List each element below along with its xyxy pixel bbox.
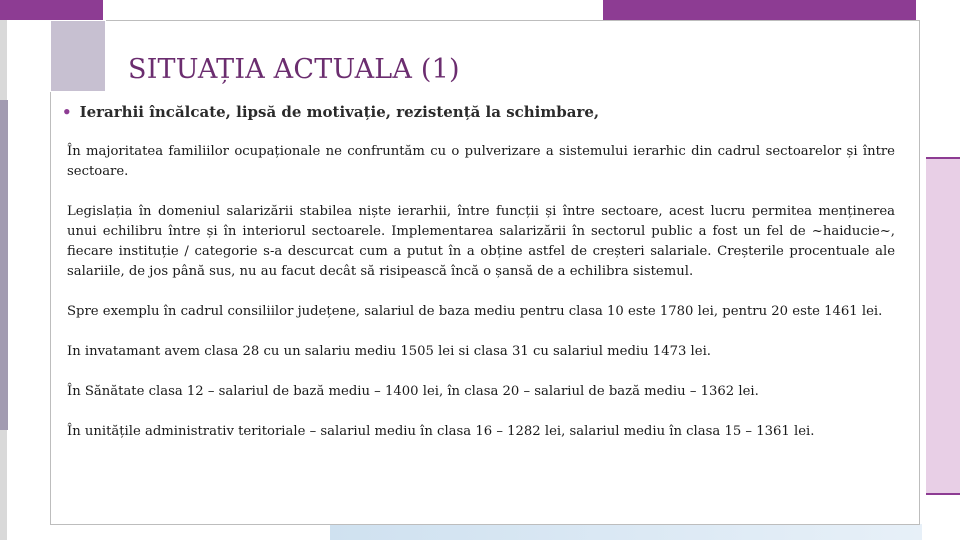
bullet-icon: • <box>62 103 72 121</box>
slide-body <box>67 142 895 442</box>
bullet-heading <box>62 103 599 121</box>
right-side-accent-panel <box>926 157 960 495</box>
bottom-accent-bar <box>330 524 922 540</box>
left-purple-strip <box>0 100 8 430</box>
bullet-text: Ierarhii încălcate, lipsă de motivație, rezistență la schimbare, <box>79 103 600 121</box>
paragraph-2: Legislația în domeniul salarizării stabilea niște ierarhii, între funcții și între sectoare, acest lucru permitea menținerea unui echilibru între și în interiorul sectoarele. Implementarea salarizării în sectorul public a fost un fel de ~haiducie~, fiecare instituție / categorie s-a descurcat cum a putut în a obține astfel de creșteri salariale. Creșterile procentuale ale salariile, de jos până sus, nu au facut decât să risipească încă o șansă de a echilibra sistemul. <box>67 204 895 279</box>
slide-title: SITUAȚIA ACTUALA (1) <box>128 54 460 85</box>
top-right-accent-bar <box>603 0 916 20</box>
paragraph-6: În unitățile administrativ teritoriale – salariul mediu în clasa 16 – 1282 lei, salariul mediu în clasa 15 – 1361 lei. <box>67 424 815 439</box>
top-left-accent-bar <box>0 0 103 20</box>
paragraph-5: În Sănătate clasa 12 – salariul de bază mediu – 1400 lei, în clasa 20 – salariul de bază mediu – 1362 lei. <box>67 384 759 399</box>
paragraph-1: În majoritatea familiilor ocupaționale ne confruntăm cu o pulverizare a sistemului ierarhic din cadrul sectoarelor și între sectoare. <box>67 144 895 179</box>
title-accent-box <box>50 20 106 92</box>
paragraph-4: In invatamant avem clasa 28 cu un salariu mediu 1505 lei si clasa 31 cu salariul mediu 1473 lei. <box>67 344 711 359</box>
paragraph-3: Spre exemplu în cadrul consiliilor județene, salariul de baza mediu pentru clasa 10 este 1780 lei, pentru 20 este 1461 lei. <box>67 304 883 319</box>
